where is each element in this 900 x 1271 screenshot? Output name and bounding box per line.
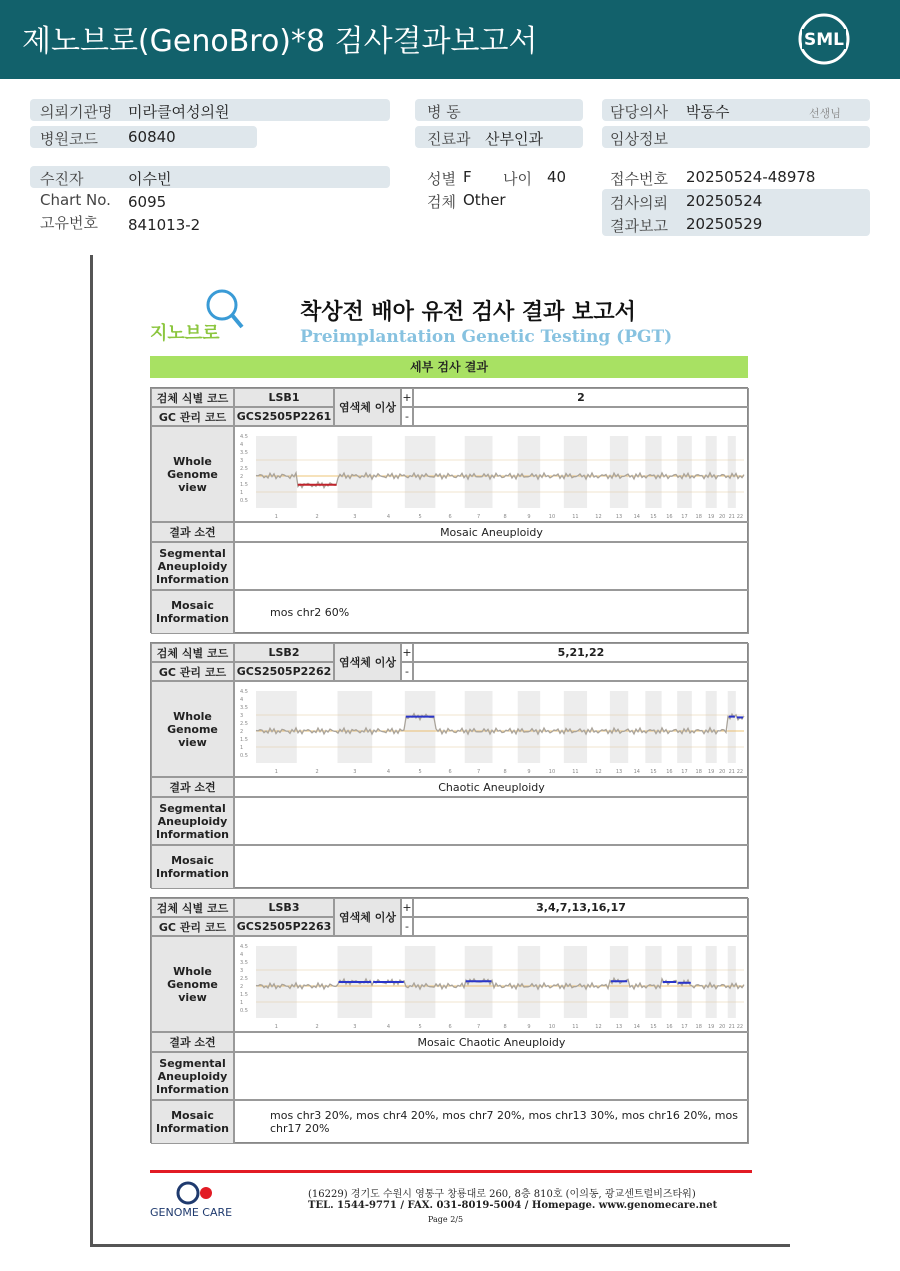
clinical-label: 임상정보 <box>610 130 668 148</box>
x-tick-label: 2 <box>315 514 319 520</box>
x-tick-label: 17 <box>680 514 688 520</box>
x-tick-label: 14 <box>633 1024 640 1030</box>
y-tick-label: 3.5 <box>239 960 248 966</box>
report-header <box>0 0 900 79</box>
mosaic-label: Mosaic Information <box>151 1100 234 1144</box>
sample-code-value: LSB2 <box>234 643 334 662</box>
x-tick-label: 22 <box>736 769 743 775</box>
segmental-value <box>234 1052 749 1100</box>
y-tick-label: 2.5 <box>239 721 248 727</box>
sample-code-label: 검체 식별 코드 <box>151 898 234 917</box>
x-tick-label: 19 <box>707 514 714 520</box>
abnormal-label: 염색체 이상 <box>334 643 401 681</box>
segmental-value <box>234 797 749 845</box>
x-tick-label: 4 <box>386 514 390 520</box>
x-tick-label: 6 <box>447 1024 452 1030</box>
mosaic-label: Mosaic Information <box>151 845 234 889</box>
x-tick-label: 19 <box>707 769 714 775</box>
x-tick-label: 3 <box>352 769 356 775</box>
y-tick-label: 2.5 <box>239 466 248 472</box>
sex-label: 성별 <box>427 170 456 188</box>
x-tick-label: 13 <box>615 514 622 520</box>
patient-label: 수진자 <box>40 170 84 188</box>
y-tick-label: 4 <box>239 442 243 448</box>
y-tick-label: 4.5 <box>239 689 248 695</box>
y-tick-label: 4.5 <box>239 944 248 950</box>
x-tick-label: 9 <box>526 769 531 775</box>
ward-label: 병 동 <box>427 103 461 121</box>
x-tick-label: 15 <box>649 1024 657 1030</box>
x-tick-label: 22 <box>736 514 743 520</box>
x-tick-label: 17 <box>680 769 688 775</box>
x-tick-label: 22 <box>736 1024 743 1030</box>
x-tick-label: 4 <box>386 769 390 775</box>
y-tick-label: 2 <box>239 474 243 480</box>
sample-code-value: LSB3 <box>234 898 334 917</box>
loss-value <box>413 662 749 681</box>
age-value: 40 <box>547 168 567 186</box>
x-tick-label: 21 <box>728 514 735 520</box>
minus-sign: - <box>401 407 413 426</box>
hospital-code-label: 병원코드 <box>40 130 98 148</box>
y-tick-label: 2 <box>239 729 243 735</box>
y-tick-label: 4.5 <box>239 434 248 440</box>
dept-label: 진료과 <box>427 130 471 148</box>
y-tick-label: 3 <box>239 458 243 464</box>
whole-genome-label: Whole Genome view <box>151 936 234 1032</box>
x-tick-label: 12 <box>594 514 602 520</box>
x-tick-label: 8 <box>503 1024 507 1030</box>
copy-number-trace <box>256 714 744 734</box>
y-tick-label: 1 <box>239 490 243 496</box>
genome-care-logo-icon <box>150 1180 250 1222</box>
x-tick-label: 7 <box>476 769 480 775</box>
specimen-value: Other <box>463 191 506 209</box>
minus-sign: - <box>401 662 413 681</box>
x-tick-label: 3 <box>352 514 356 520</box>
sample-result-table <box>150 387 748 633</box>
y-tick-label: 3 <box>239 713 243 719</box>
y-tick-label: 3.5 <box>239 705 248 711</box>
institution-value: 미라클여성의원 <box>128 103 230 121</box>
chart-label: Chart No. <box>40 191 111 209</box>
footer-contact: TEL. 1544-9771 / FAX. 031-8019-5004 / Homepage. www.genomecare.net <box>308 1200 718 1211</box>
sample-code-label: 검체 식별 코드 <box>151 388 234 407</box>
footer-address: (16229) 경기도 수원시 영통구 창룡대로 260, 8층 810호 (이의동, 광교센트럴비즈타워) <box>308 1189 696 1200</box>
footer-line <box>150 1170 752 1173</box>
chart-value: 6095 <box>128 193 167 211</box>
age-label: 나이 <box>503 170 532 188</box>
x-tick-label: 13 <box>615 769 622 775</box>
whole-genome-plot <box>234 426 749 522</box>
genobro-logo-icon <box>150 287 260 347</box>
hospital-code-value: 60840 <box>128 128 176 146</box>
result-label: 결과 소견 <box>151 522 234 542</box>
x-tick-label: 11 <box>571 1024 579 1030</box>
dept-value: 산부인과 <box>485 130 543 148</box>
document-subtitle: Preimplantation Genetic Testing (PGT) <box>300 327 673 347</box>
plus-sign: + <box>401 643 413 662</box>
abnormal-label: 염색체 이상 <box>334 898 401 936</box>
segmental-label: Segmental Aneuploidy Information <box>151 797 234 845</box>
x-tick-label: 1 <box>274 514 278 520</box>
gc-code-label: GC 관리 코드 <box>151 662 234 681</box>
section-header: 세부 검사 결과 <box>150 356 748 378</box>
result-value: Mosaic Chaotic Aneuploidy <box>234 1032 749 1052</box>
x-tick-label: 3 <box>352 1024 356 1030</box>
segmental-label: Segmental Aneuploidy Information <box>151 542 234 590</box>
x-tick-label: 14 <box>633 514 640 520</box>
x-tick-label: 18 <box>695 514 702 520</box>
mosaic-label: Mosaic Information <box>151 590 234 634</box>
x-tick-label: 15 <box>649 514 657 520</box>
result-value: Chaotic Aneuploidy <box>234 777 749 797</box>
y-tick-label: 0.5 <box>239 753 248 759</box>
unique-label: 고유번호 <box>40 214 98 232</box>
x-tick-label: 16 <box>665 514 673 520</box>
report-value: 20250529 <box>686 215 763 233</box>
patient-value: 이수빈 <box>128 170 172 188</box>
x-tick-label: 1 <box>274 769 278 775</box>
x-tick-label: 5 <box>417 769 422 775</box>
plus-sign: + <box>401 388 413 407</box>
mosaic-value <box>234 845 749 889</box>
y-tick-label: 1.5 <box>239 737 248 743</box>
x-tick-label: 2 <box>315 1024 319 1030</box>
whole-genome-label: Whole Genome view <box>151 681 234 777</box>
y-tick-label: 2.5 <box>239 976 248 982</box>
y-tick-label: 0.5 <box>239 498 248 504</box>
sample-code-value: LSB1 <box>234 388 334 407</box>
request-label: 검사의뢰 <box>610 194 668 212</box>
gc-code-value: GCS2505P2261 <box>234 407 334 426</box>
plus-sign: + <box>401 898 413 917</box>
x-tick-label: 2 <box>315 769 319 775</box>
y-tick-label: 2 <box>239 984 243 990</box>
x-tick-label: 8 <box>503 769 507 775</box>
company-name: GENOME CARE <box>150 1206 233 1219</box>
gain-value: 2 <box>413 388 749 407</box>
y-tick-label: 0.5 <box>239 1008 248 1014</box>
mosaic-value: mos chr3 20%, mos chr4 20%, mos chr7 20%, mos chr13 30%, mos chr16 20%, mos chr17 20% <box>234 1100 749 1144</box>
x-tick-label: 20 <box>718 1024 725 1030</box>
y-tick-label: 3.5 <box>239 450 248 456</box>
x-tick-label: 15 <box>649 769 657 775</box>
sample-code-label: 검체 식별 코드 <box>151 643 234 662</box>
brand-text: 지노브로 <box>150 323 220 344</box>
x-tick-label: 20 <box>718 769 725 775</box>
y-tick-label: 1.5 <box>239 992 248 998</box>
y-tick-label: 4 <box>239 697 243 703</box>
whole-genome-label: Whole Genome view <box>151 426 234 522</box>
patient-pill <box>30 166 390 188</box>
report-title: 제노브로(GenoBro)*8 검사결과보고서 <box>22 24 538 59</box>
x-tick-label: 6 <box>447 769 452 775</box>
specimen-label: 검체 <box>427 193 456 211</box>
sample-result-table <box>150 897 748 1143</box>
whole-genome-plot <box>234 936 749 1032</box>
loss-value <box>413 917 749 936</box>
doctor-value: 박동수 <box>686 103 730 121</box>
gc-code-label: GC 관리 코드 <box>151 917 234 936</box>
sample-result-table <box>150 642 748 888</box>
sex-value: F <box>463 168 472 186</box>
doctor-suffix: 선생님 <box>809 107 841 120</box>
doctor-label: 담당의사 <box>610 103 668 121</box>
receipt-value: 20250524-48978 <box>686 168 816 186</box>
footer-page: Page 2/5 <box>428 1215 464 1224</box>
unique-value: 841013-2 <box>128 216 201 234</box>
gain-value: 3,4,7,13,16,17 <box>413 898 749 917</box>
gc-code-value: GCS2505P2263 <box>234 917 334 936</box>
x-tick-label: 18 <box>695 1024 702 1030</box>
report-label: 결과보고 <box>610 217 668 235</box>
x-tick-label: 14 <box>633 769 640 775</box>
y-tick-label: 4 <box>239 952 243 958</box>
y-tick-label: 1 <box>239 1000 243 1006</box>
x-tick-label: 5 <box>417 1024 422 1030</box>
x-tick-label: 6 <box>447 514 452 520</box>
request-value: 20250524 <box>686 192 763 210</box>
x-tick-label: 4 <box>386 1024 390 1030</box>
x-tick-label: 21 <box>728 769 735 775</box>
result-label: 결과 소견 <box>151 1032 234 1052</box>
x-tick-label: 18 <box>695 769 702 775</box>
gc-code-value: GCS2505P2262 <box>234 662 334 681</box>
x-tick-label: 9 <box>526 1024 531 1030</box>
whole-genome-plot <box>234 681 749 777</box>
abnormal-label: 염색체 이상 <box>334 388 401 426</box>
minus-sign: - <box>401 917 413 936</box>
sml-logo-icon <box>796 11 852 67</box>
x-tick-label: 16 <box>665 1024 673 1030</box>
x-tick-label: 10 <box>548 769 555 775</box>
gain-value: 5,21,22 <box>413 643 749 662</box>
y-tick-label: 3 <box>239 968 243 974</box>
x-tick-label: 5 <box>417 514 422 520</box>
document-title: 착상전 배아 유전 검사 결과 보고서 <box>300 300 636 325</box>
x-tick-label: 20 <box>718 514 725 520</box>
segmental-label: Segmental Aneuploidy Information <box>151 1052 234 1100</box>
x-tick-label: 11 <box>571 514 579 520</box>
x-tick-label: 12 <box>594 1024 602 1030</box>
x-tick-label: 12 <box>594 769 602 775</box>
x-tick-label: 8 <box>503 514 507 520</box>
x-tick-label: 21 <box>728 1024 735 1030</box>
x-tick-label: 13 <box>615 1024 622 1030</box>
segmental-value <box>234 542 749 590</box>
y-tick-label: 1.5 <box>239 482 248 488</box>
gc-code-label: GC 관리 코드 <box>151 407 234 426</box>
x-tick-label: 17 <box>680 1024 688 1030</box>
result-label: 결과 소견 <box>151 777 234 797</box>
x-tick-label: 1 <box>274 1024 278 1030</box>
x-tick-label: 10 <box>548 1024 555 1030</box>
x-tick-label: 19 <box>707 1024 714 1030</box>
x-tick-label: 11 <box>571 769 579 775</box>
receipt-label: 접수번호 <box>610 170 668 188</box>
institution-label: 의뢰기관명 <box>40 103 113 121</box>
logo-text: SML <box>804 30 844 50</box>
result-value: Mosaic Aneuploidy <box>234 522 749 542</box>
x-tick-label: 9 <box>526 514 531 520</box>
x-tick-label: 10 <box>548 514 555 520</box>
x-tick-label: 7 <box>476 1024 480 1030</box>
x-tick-label: 7 <box>476 514 480 520</box>
copy-number-trace <box>256 978 744 989</box>
y-tick-label: 1 <box>239 745 243 751</box>
mosaic-value: mos chr2 60% <box>234 590 749 634</box>
loss-value <box>413 407 749 426</box>
x-tick-label: 16 <box>665 769 673 775</box>
